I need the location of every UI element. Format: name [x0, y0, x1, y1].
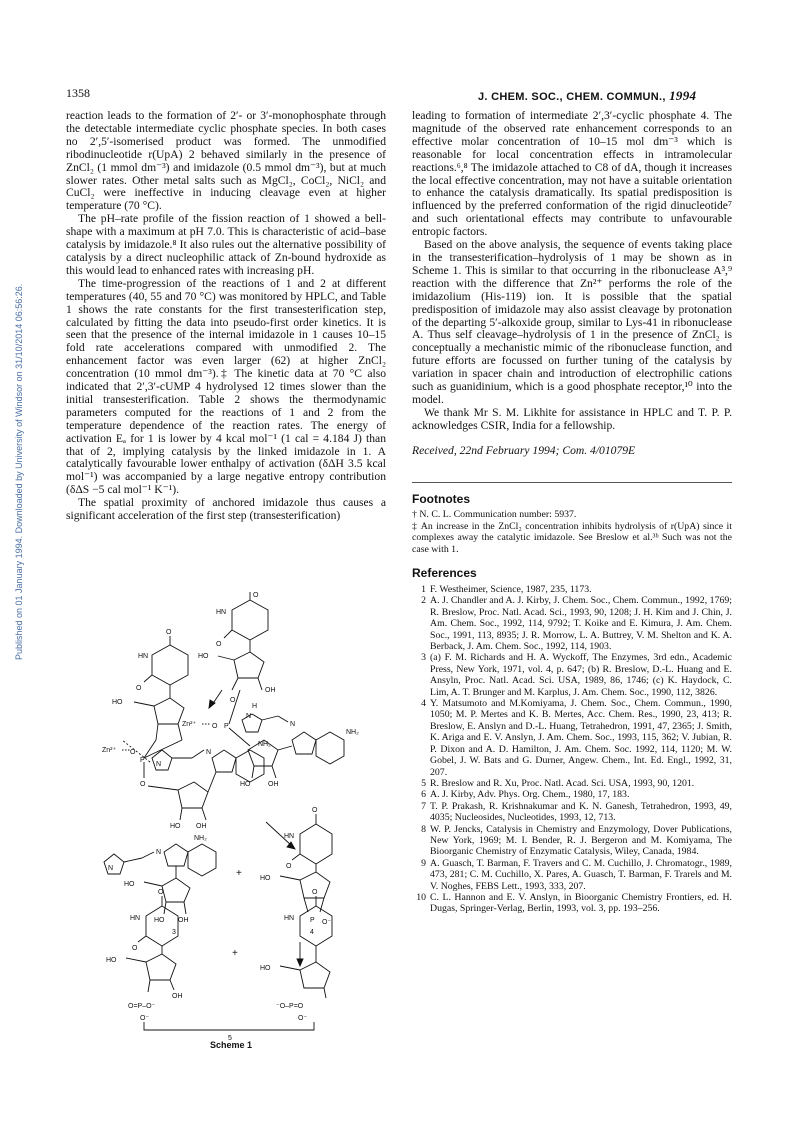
atom-label: O⁻ [140, 1015, 150, 1022]
paragraph: The time-progression of the reactions of 1 and 2 at different temperatures (40, 55 and 70 °C) was monitored by HPLC, and Table 1 shows the rate constants for the first transesterification step, calculated by fitting the data into pseudo-first order kinetics. It is seen that the presence of the internal imidazole in 1 causes 10–15 fold rate accelerations compared with unmodified 2. The enhancement factor was even larger (62) at higher ZnCl₂ concentration (10 mmol dm⁻³).‡ The kinetic data at 70 °C also indicated that 2′,3′-cUMP 4 hydrolysed 12 times slower than the initial transesterification. Table 2 shows the thermodynamic parameters computed for the reactions of 1 and 2 from the temperature dependence of the reaction rates. The energy of activation Eₐ for 1 is lower by 4 kcal mol⁻¹ (1 cal = 4.184 J) than that of 2, implying catalysis by the linked imidazole in 1. A catalytically favourable lower enthalpy of activation (δΔH 3.5 kcal mol⁻¹) was accompanied by a large negative entropy contribution (δΔS −5 cal mol⁻¹ K⁻¹). [66, 276, 386, 497]
atom-label: HN [216, 609, 227, 616]
paragraph: reaction leads to the formation of 2′- or 3′-monophosphate through the detectable intermediate cyclic phosphate species. In both cases no 2′,5′-isomerised product was formed. The unmodified ribodinucleotide r(UpA) 2 behaved similarly in the presence of ZnCl₂ (1 mmol dm⁻³) and imidazole (0.5 mmol dm⁻³), but at much slower rates. Other metal salts such as MgCl₂, CoCl₂, NiCl₂ and CuCl₂ were ineffective in inducing cleavage even at higher temperature (70 °C). [66, 109, 386, 213]
right-column [412, 110, 732, 915]
received-line: Received, 22nd February 1994; Com. 4/01079E [412, 443, 636, 457]
bracket [144, 1022, 314, 1030]
divider [412, 482, 732, 483]
compound-number: 5 [228, 1035, 232, 1040]
atom-label: O [140, 781, 146, 788]
running-header [478, 88, 696, 104]
atom-label: HO [170, 823, 181, 830]
reference-item [412, 801, 732, 824]
atom-label: O [286, 863, 292, 870]
atom-label: O [312, 807, 318, 814]
paragraph: leading to formation of intermediate 2′,3′-cyclic phosphate 4. The magnitude of the observed rate enhancement corresponds to an effective molar concentration of 10–15 mol dm⁻³ which is reasonable for local concentration effects in intramolecular reactions.⁶,⁸ The imidazole attached to C8 of dA, though it increases the local effective concentration, may not have a suitable orientation to enhance the catalysis dramatically. Its spatial predisposition is influenced by the preferred conformation of the rigid dinucleotide⁷ and such orientational effects may contribute to unfavourable entropic factors. [412, 109, 732, 239]
atom-label: HN [130, 915, 141, 922]
compound-3 [104, 835, 216, 936]
atom-label: O [130, 749, 136, 756]
arrowhead [297, 959, 303, 966]
reference-item [412, 824, 732, 858]
ref-text: F. Westheimer, Science, 1987, 235, 1173. [430, 584, 592, 595]
ribose-left [112, 698, 184, 740]
ribose-top [198, 652, 276, 694]
atom-label: ⁻O–P=O [276, 1003, 304, 1010]
ref-number: 7 [421, 800, 426, 812]
paragraph: The spatial proximity of anchored imidazole thus causes a significant acceleration of the first step (transesterification) [66, 496, 386, 523]
paragraph: Based on the above analysis, the sequence of events taking place in the transesterification–hydrolysis of 1 may be shown as in Scheme 1. This is similar to that occurring in the ribonuclease A³,⁹ reaction with the difference that Zn²⁺ performs the role of the imidazolium (His-119) ion. It is possible that the spatial predisposition of imidazole may also assist cleavage by protonation of the departing 5′-alkoxide group, similar to Lys-41 in ribonuclease A. Thus self cleavage–hydrolysis of 1 in the presence of ZnCl₂ is conceptually a mechanistic mimic of the ribonuclease function, and future efforts are focussed on further tuning of the catalysis by variation in spacer chain and introduction of electrophilic cations such as guanidinium, which is a good phosphate receptor,¹⁰ into the model. [412, 238, 732, 406]
reference-item [412, 858, 732, 892]
reference-item [412, 789, 732, 800]
ref-number: 4 [421, 698, 426, 710]
ref-text: R. Breslow and R. Xu, Proc. Natl. Acad. Sci. USA, 1993, 90, 1201. [430, 777, 695, 789]
references-heading: References [412, 566, 477, 581]
ref-text: C. L. Hannon and E. V. Anslyn, in Bioorganic Chemistry Frontiers, ed. H. Dugas, Springer-Verlag, Berlin, 1993, vol. 3, pp. 193–256. [430, 891, 732, 915]
atom-label: O [166, 629, 172, 636]
compound-5-right [260, 889, 332, 1022]
atom-label: OH [178, 917, 189, 924]
atom-label: HO [154, 917, 165, 924]
uracil-top [216, 592, 268, 652]
atom-label: Zn²⁺ [182, 721, 197, 728]
atom-label: O [212, 723, 218, 730]
atom-label: Zn²⁺ [102, 747, 117, 754]
ref-number: 1 [421, 584, 426, 595]
left-column [66, 110, 386, 523]
scheme-1-diagram [82, 590, 382, 1040]
atom-label: N [290, 721, 296, 728]
atom-label: HO [112, 699, 123, 706]
ref-number: 6 [421, 789, 426, 801]
atom-label: HN [284, 915, 295, 922]
compound-number: 3 [172, 929, 176, 936]
atom-label: O [312, 889, 318, 896]
acknowledgements: We thank Mr S. M. Likhite for assistance in HPLC and T. P. P. acknowledges CSIR, India for a fellowship. [412, 405, 732, 432]
download-watermark [2, 140, 24, 660]
ref-number: 9 [421, 857, 426, 869]
ref-text: A. J. Kirby, Adv. Phys. Org. Chem., 1980, 17, 183. [430, 789, 630, 801]
reference-item [412, 595, 732, 652]
reference-item [412, 892, 732, 915]
atom-label: HO [124, 881, 135, 888]
atom-label: O [136, 685, 142, 692]
atom-label: H [252, 703, 258, 710]
reference-item [412, 584, 732, 595]
ref-number: 8 [421, 823, 426, 835]
footnotes-heading: Footnotes [412, 491, 470, 506]
atom-label: P [140, 757, 145, 764]
journal-year: 1994 [669, 88, 697, 103]
atom-label: HO [106, 957, 117, 964]
ref-text: W. P. Jencks, Catalysis in Chemistry and Enzymology, Dover Publications, New York, 1969; M. I. Bender, R. J. Bergeron and M. Komiyama, The Bioorganic Chemistry of Enzymatic Catalysis, Wiley, Canada, 1984. [430, 823, 732, 858]
atom-label: N [206, 749, 212, 756]
atom-label: OH [268, 781, 279, 788]
footnote: ‡ An increase in the ZnCl₂ concentration inhibits hydrolysis of r(UpA) since it complexes away the catalytic imidazole. See Breslow et al.³ᵇ Such was not the case with 1. [412, 520, 732, 555]
atom-label: P [224, 723, 229, 730]
plus-sign: + [236, 868, 242, 879]
atom-label: HO [260, 965, 271, 972]
scheme-caption: Scheme 1 [210, 1040, 253, 1050]
ref-text: Y. Matsumoto and M.Komiyama, J. Chem. Soc., Chem. Commun., 1990, 1050; M. P. Mertes and K. B. Mertes, Acc. Chem. Res., 1990, 23, 413; R. Breslow, E. Anslyn and D.-L. Huang, Tetrahedron, 1991, 47, 2365; J. Smith, K. Ariga and E. V. Anslyn, J. Am. Chem. Soc., 1993, 115, 362; V. Jubian, R. P. Dixon and A. D. Hamilton, J. Am. Chem. Soc. 1992, 114, 1120; M. W. Gobel, J. W. Bats and G. Durner, Angew. Chem., Int. Ed. Engl., 1992, 31, 207. [430, 698, 732, 778]
atom-label: O⁻ [298, 1015, 308, 1022]
atom-label: O⁻ [322, 919, 332, 926]
atom-label: N [108, 865, 114, 872]
plus-sign: + [232, 948, 238, 959]
atom-label: HO [198, 653, 209, 660]
atom-label: P [310, 917, 315, 924]
ref-text: A. Guasch, T. Barman, F. Travers and C. M. Cuchillo, J. Chromatogr., 1989, 473, 281; C. M. Cuchillo, X. Pares, A. Guasch, T. Barman, F. Trarels and M. V. Noghes, FEBS Lett., 1993, 333, 207. [430, 857, 732, 892]
atom-label: HN [138, 653, 149, 660]
atom-label: N [246, 713, 252, 720]
atom-label: HO [260, 875, 271, 882]
atom-label: N [156, 849, 162, 856]
uracil-left [136, 629, 188, 698]
ref-text: (a) F. M. Richards and H. A. Wyckoff, The Enzymes, 3rd edn., Academic Press, New York, 1971, vol. 4, p. 647; (b) R. Breslow, D.-L. Huang and E. Ansyln, Proc. Natl. Acad. Sci. USA, 1989, 86, 1746; (c) K. Haydock, C. Lim, A. T. Brunger and M. Karplus, J. Am. Chem. Soc., 1990, 112, 3826. [430, 652, 732, 698]
ref-number: 3 [421, 652, 426, 664]
atom-label: HO [240, 781, 251, 788]
ref-number: 2 [421, 595, 426, 607]
atom-label: O [253, 592, 259, 599]
atom-label: OH [265, 687, 276, 694]
ref-number: 5 [421, 777, 426, 789]
atom-label: OH [172, 993, 183, 1000]
references-list [412, 584, 732, 915]
reference-item [412, 698, 732, 778]
atom-label: N [156, 761, 162, 768]
ref-number: 10 [416, 891, 426, 903]
atom-label: NH₂ [346, 729, 359, 736]
compound-number: 4 [310, 929, 314, 936]
atom-label: HN [284, 833, 295, 840]
phosphorane-upper [182, 690, 295, 746]
atom-label: O [158, 889, 164, 896]
adenosine-upper [240, 729, 359, 788]
atom-label: O [216, 641, 222, 648]
reference-item [412, 652, 732, 698]
atom-label: OH [196, 823, 207, 830]
atom-label: NH₂ [258, 741, 271, 748]
atom-label: O [132, 945, 138, 952]
atom-label: O=P–O⁻ [128, 1003, 156, 1010]
ref-text: A. J. Chandler and A. J. Kirby, J. Chem. Soc., Chem. Commun., 1992, 1769; R. Breslow, Proc. Natl. Acad. Sci., 1993, 90, 1208; J. H. Kim and J. Chin, J. Am. Chem. Soc., 1992, 114, 9792; T. Koike and E. Kimura, J. Am. Chem. Soc., 1991, 113, 8935; J. R. Morrow, L. A. Buttrey, V. M. Shelton and K. A. Berback, J. Am. Chem. Soc., 1992, 114, 1903. [430, 595, 732, 653]
atom-label: O [230, 697, 236, 704]
page-number: 1358 [66, 86, 90, 100]
ref-text: T. P. Prakash, R. Krishnakumar and K. N. Ganesh, Tetrahedron, 1993, 49, 4035; Nucleosides, Nucleotides, 1993, 12, 713. [430, 800, 732, 824]
compound-5-left [106, 889, 183, 1022]
download-watermark-text: Published on 01 January 1994. Downloaded by University of Windsor on 31/10/2014 06:56:26. [14, 283, 24, 660]
paragraph: The pH–rate profile of the fission reaction of 1 showed a bell-shape with a maximum at pH 7.0. This is characteristic of acid–base catalysis by imidazole.⁸ It also rules out the alternative possibility of catalysis by a direct nucleophilic attack of Zn-bound hydroxide as this would lead to enhanced rates with increasing pH. [66, 212, 386, 277]
atom-label: NH₂ [194, 835, 207, 842]
reference-item [412, 778, 732, 789]
footnote: † N. C. L. Communication number: 5937. [412, 509, 577, 521]
journal-name: J. CHEM. SOC., CHEM. COMMUN., [478, 91, 666, 103]
